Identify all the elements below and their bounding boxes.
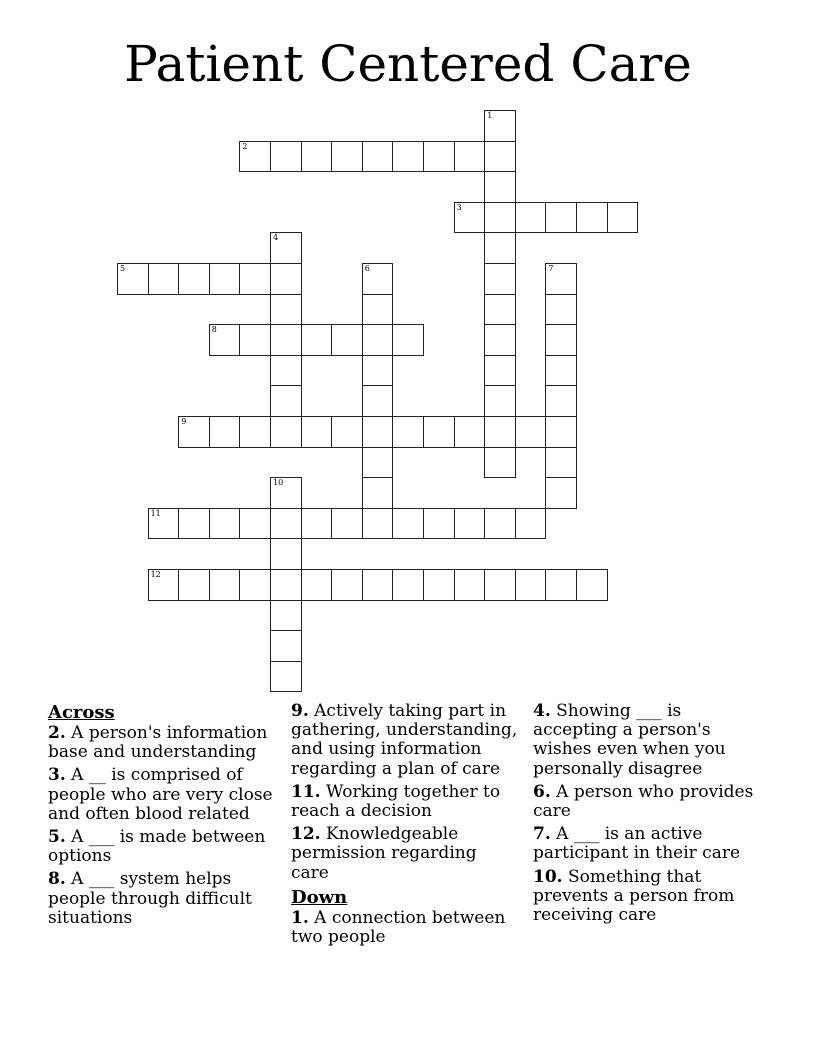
grid-cell[interactable] — [331, 569, 363, 601]
grid-cell[interactable] — [484, 508, 516, 540]
grid-cell[interactable] — [270, 355, 302, 387]
grid-cell[interactable] — [545, 202, 577, 234]
grid-cell[interactable] — [362, 263, 394, 295]
grid-cell[interactable] — [392, 416, 424, 448]
cell-number: 11 — [150, 508, 161, 518]
cell-number: 2 — [242, 141, 248, 151]
clue-text: A ___ is an active participant in their care — [533, 824, 741, 864]
grid-cell[interactable] — [515, 508, 547, 540]
grid-cell[interactable] — [301, 508, 333, 540]
grid-cell[interactable] — [270, 630, 302, 662]
grid-cell[interactable] — [270, 385, 302, 417]
grid-cell[interactable] — [545, 355, 577, 387]
grid-cell[interactable] — [239, 141, 271, 173]
down-heading: Down — [291, 886, 348, 908]
grid-cell[interactable] — [545, 263, 577, 295]
grid-cell[interactable] — [484, 324, 516, 356]
grid-cell[interactable] — [362, 569, 394, 601]
clue-number: 11. — [291, 781, 321, 802]
grid-cell[interactable] — [270, 569, 302, 601]
grid-cell[interactable] — [239, 508, 271, 540]
cell-number: 10 — [273, 478, 284, 488]
clue-text: A person's information base and understanding — [48, 723, 268, 763]
grid-cell[interactable] — [270, 477, 302, 509]
clue-across-3 — [48, 766, 276, 824]
grid-cell[interactable] — [331, 141, 363, 173]
grid-cell[interactable] — [515, 202, 547, 234]
clue-number: 12. — [291, 824, 321, 845]
grid-cell[interactable] — [484, 385, 516, 417]
grid-cell[interactable] — [178, 508, 210, 540]
grid-cell[interactable] — [148, 508, 180, 540]
grid-cell[interactable] — [454, 508, 486, 540]
grid-cell[interactable] — [484, 447, 516, 479]
clue-across-8 — [48, 870, 276, 928]
clue-number: 1. — [291, 907, 309, 928]
grid-cell[interactable] — [178, 416, 210, 448]
clue-down-7 — [533, 825, 763, 863]
grid-cell[interactable] — [454, 202, 486, 234]
clue-number: 4. — [533, 701, 551, 721]
grid-cell[interactable] — [270, 232, 302, 264]
grid-cell[interactable] — [270, 294, 302, 326]
grid-cell[interactable] — [270, 661, 302, 693]
clue-number: 6. — [533, 781, 551, 802]
grid-cell[interactable] — [392, 569, 424, 601]
cell-number: 7 — [548, 264, 554, 273]
clue-number: 9. — [291, 701, 309, 721]
grid-cell[interactable] — [392, 508, 424, 540]
clue-number: 8. — [48, 869, 66, 890]
clue-down-10 — [533, 868, 763, 926]
cell-number: 8 — [211, 325, 217, 335]
clue-number: 2. — [48, 723, 66, 743]
grid-cell[interactable] — [545, 416, 577, 448]
clue-across-9 — [291, 702, 519, 779]
grid-cell[interactable] — [331, 508, 363, 540]
grid-cell[interactable] — [484, 141, 516, 173]
grid-cell[interactable] — [301, 324, 333, 356]
grid-cell[interactable] — [576, 569, 608, 601]
grid-cell[interactable] — [301, 569, 333, 601]
grid-cell[interactable] — [362, 447, 394, 479]
grid-cell[interactable] — [545, 569, 577, 601]
grid-cell[interactable] — [301, 416, 333, 448]
grid-cell[interactable] — [331, 324, 363, 356]
clue-across-2 — [48, 724, 276, 762]
grid-cell[interactable] — [209, 324, 241, 356]
grid-cell[interactable] — [362, 385, 394, 417]
grid-cell[interactable] — [454, 569, 486, 601]
clue-text: Showing ___ is accepting a person's wishes even when you personally disagree — [533, 701, 726, 779]
cell-number: 4 — [273, 233, 279, 243]
clue-text: A ___ is made between options — [48, 827, 266, 867]
grid-cell[interactable] — [484, 294, 516, 326]
clue-text: A person who provides care — [533, 781, 754, 822]
grid-cell[interactable] — [270, 538, 302, 570]
grid-cell[interactable] — [423, 141, 455, 173]
grid-cell[interactable] — [209, 416, 241, 448]
grid-cell[interactable] — [301, 141, 333, 173]
grid-cell[interactable] — [362, 324, 394, 356]
clue-number: 7. — [533, 824, 551, 845]
clue-text: Something that prevents a person from receiving care — [533, 866, 735, 926]
grid-cell[interactable] — [331, 416, 363, 448]
grid-cell[interactable] — [423, 416, 455, 448]
grid-cell[interactable] — [515, 416, 547, 448]
clue-across-12 — [291, 825, 519, 883]
clue-text: Knowledgeable permission regarding care — [291, 824, 477, 883]
grid-cell[interactable] — [454, 141, 486, 173]
clue-text: A ___ system helps people through difficult situations — [48, 869, 252, 928]
grid-cell[interactable] — [239, 263, 271, 295]
grid-cell[interactable] — [484, 232, 516, 264]
grid-cell[interactable] — [362, 477, 394, 509]
grid-cell[interactable] — [270, 141, 302, 173]
clue-down-4 — [533, 702, 763, 779]
across-heading: Across — [48, 702, 115, 723]
grid-cell[interactable] — [545, 477, 577, 509]
clue-text: A connection between two people — [291, 907, 506, 948]
clue-number: 10. — [533, 866, 563, 887]
grid-cell[interactable] — [545, 447, 577, 479]
cell-number: 3 — [456, 202, 462, 212]
clue-text: Actively taking part in gathering, understanding, and using information regarding a plan of care — [291, 701, 518, 779]
grid-cell[interactable] — [148, 263, 180, 295]
grid-cell[interactable] — [239, 569, 271, 601]
grid-cell[interactable] — [423, 508, 455, 540]
page-title: Patient Centered Care — [124, 35, 692, 93]
clue-down-6 — [533, 783, 763, 821]
grid-cell[interactable] — [545, 385, 577, 417]
grid-cell[interactable] — [239, 416, 271, 448]
clue-text: Working together to reach a decision — [291, 781, 501, 822]
cell-number: 12 — [150, 570, 161, 579]
grid-cell[interactable] — [484, 416, 516, 448]
clue-down-1 — [291, 909, 519, 947]
grid-cell[interactable] — [484, 569, 516, 601]
grid-cell[interactable] — [178, 569, 210, 601]
grid-cell[interactable] — [209, 569, 241, 601]
grid-cell[interactable] — [148, 569, 180, 601]
grid-cell[interactable] — [362, 416, 394, 448]
cell-number: 5 — [120, 264, 126, 273]
clue-text: A __ is comprised of people who are very close and often blood related — [48, 765, 273, 824]
grid-cell[interactable] — [362, 355, 394, 387]
cell-number: 1 — [487, 111, 493, 120]
grid-cell[interactable] — [239, 324, 271, 356]
grid-cell[interactable] — [576, 202, 608, 234]
grid-cell[interactable] — [392, 141, 424, 173]
cell-number: 6 — [364, 264, 370, 273]
grid-cell[interactable] — [484, 171, 516, 203]
grid-cell[interactable] — [270, 324, 302, 356]
grid-cell[interactable] — [545, 324, 577, 356]
grid-cell[interactable] — [423, 569, 455, 601]
grid-cell[interactable] — [270, 416, 302, 448]
clues-column-1 — [48, 702, 276, 932]
grid-cell[interactable] — [454, 416, 486, 448]
clue-number: 3. — [48, 765, 66, 786]
grid-cell[interactable] — [392, 324, 424, 356]
clue-across-11 — [291, 783, 519, 821]
grid-cell[interactable] — [362, 508, 394, 540]
grid-cell[interactable] — [362, 294, 394, 326]
grid-cell[interactable] — [545, 294, 577, 326]
grid-cell[interactable] — [607, 202, 639, 234]
grid-cell[interactable] — [484, 263, 516, 295]
grid-cell[interactable] — [209, 508, 241, 540]
grid-cell[interactable] — [270, 508, 302, 540]
clues-column-3 — [533, 702, 763, 929]
clue-number: 5. — [48, 827, 66, 848]
grid-cell[interactable] — [484, 355, 516, 387]
grid-cell[interactable] — [270, 600, 302, 632]
grid-cell[interactable] — [515, 569, 547, 601]
clue-across-5 — [48, 828, 276, 866]
grid-cell[interactable] — [270, 263, 302, 295]
grid-cell[interactable] — [484, 202, 516, 234]
grid-cell[interactable] — [362, 141, 394, 173]
grid-cell[interactable] — [209, 263, 241, 295]
clues-column-2 — [291, 702, 519, 951]
grid-cell[interactable] — [484, 110, 516, 142]
grid-cell[interactable] — [178, 263, 210, 295]
cell-number: 9 — [181, 417, 187, 426]
grid-cell[interactable] — [117, 263, 149, 295]
